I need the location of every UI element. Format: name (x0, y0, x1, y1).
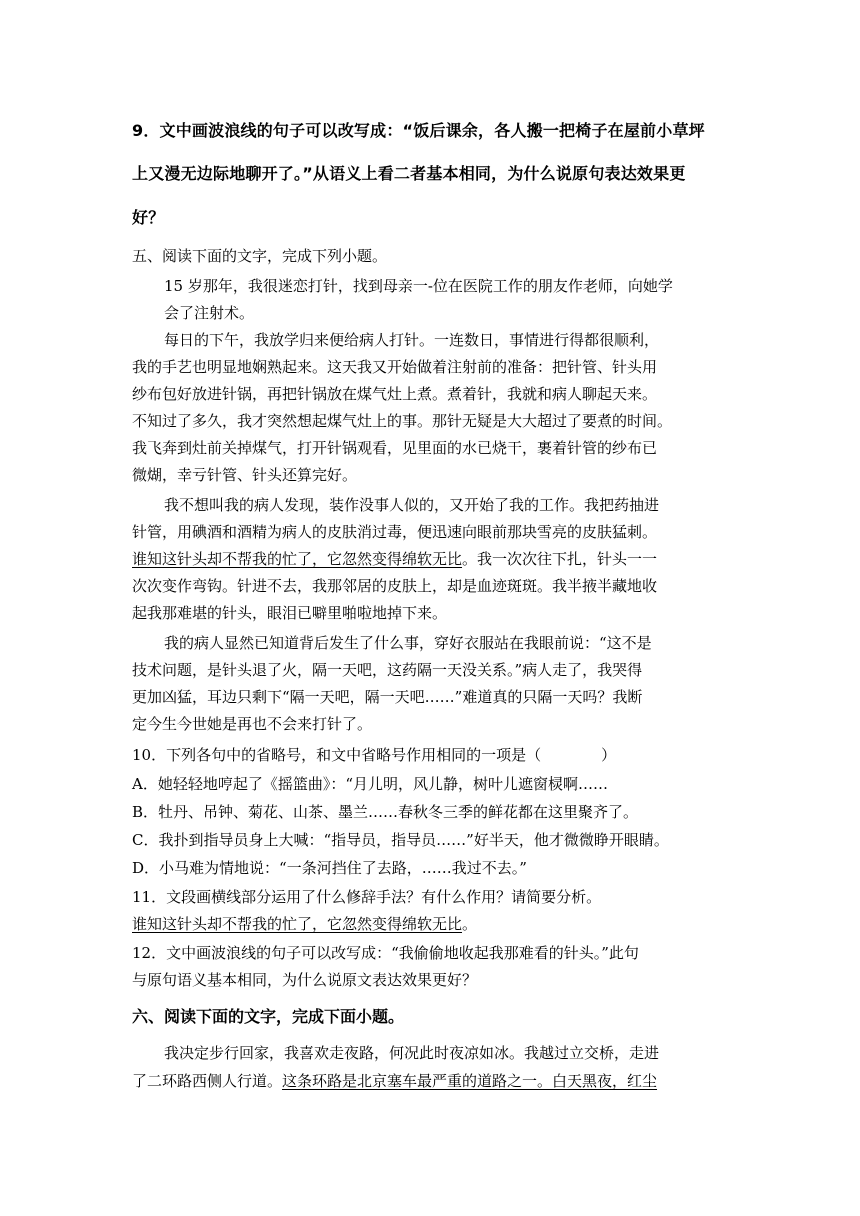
passage-5-p2-line-2: 我的手艺也明显地娴熟起来。这天我又开始做着注射前的准备：把针管、针头用 (132, 358, 658, 376)
question-10-option-c: C．我扑到指导员身上大喊：“指导员，指导员……”好半天，他才微微睁开眼睛。 (132, 831, 669, 849)
passage-5-p3-line-1: 我不想叫我的病人发现，装作没事人似的，又开始了我的工作。我把药抽进 (164, 496, 660, 514)
passage-5-p4-line-4: 定今生今世她是再也不会来打针了。 (132, 715, 373, 733)
passage-5-p4-line-2: 技术问题，是针头退了火，隔一天吧，这药隔一天没关系。”病人走了，我哭得 (132, 661, 643, 679)
passage-5-p2-line-3: 纱布包好放进针锅，再把针锅放在煤气灶上煮。煮着针，我就和病人聊起天来。 (132, 385, 658, 403)
section-5-heading: 五、阅读下面的文字，完成下列小题。 (132, 247, 388, 265)
question-12-line-2: 与原句语义基本相同，为什么说原文表达效果更好？ (132, 971, 478, 989)
question-10-option-b: B．牡丹、吊钟、菊花、山茶、墨兰……春秋冬三季的鲜花都在这里聚齐了。 (132, 803, 639, 821)
question-9-line-3: 好？ (132, 208, 165, 227)
passage-5-p4-line-3: 更加凶猛，耳边只剩下“隔一天吧，隔一天吧……”难道真的只隔一天吗？我断 (132, 688, 643, 706)
passage-5-p3-line-3 (132, 548, 732, 569)
section-6-heading: 六、阅读下面的文字，完成下面小题。 (132, 1007, 405, 1026)
passage-6-underlined-sentence: 这条环路是北京塞车最严重的道路之一。白天黑夜，红尘 (282, 1072, 658, 1090)
passage-5-p2-line-5: 我飞奔到灶前关掉煤气，打开针锅观看，见里面的水已烧干，裹着针管的纱布已 (132, 439, 658, 457)
passage-5-p1-line-1: 15 岁那年，我很迷恋打针，找到母亲一-位在医院工作的朋友作老师，向她学 (164, 277, 673, 295)
question-11-quote-end: 。 (462, 915, 478, 933)
passage-5-p4-line-1: 我的病人显然已知道背后发生了什么事，穿好衣服站在我眼前说：“这不是 (164, 634, 652, 652)
passage-5-p2-line-6: 微煳，幸亏针管、针头还算完好。 (132, 466, 358, 484)
question-10-stem: 10．下列各句中的省略号，和文中省略号作用相同的一项是（ ） (132, 746, 617, 764)
passage-5-p2-line-4: 不知过了多久，我才突然想起煤气灶上的事。那针无疑是大大超过了要煮的时间。 (132, 412, 673, 430)
passage-6-p1-line-2 (132, 1070, 732, 1091)
passage-6-p1-line-2-start: 了二环路西侧人行道。 (132, 1072, 283, 1090)
question-11-quote (132, 913, 732, 934)
underlined-sentence: 谁知这针头却不帮我的忙了，它忽然变得绵软无比 (132, 550, 463, 568)
passage-6-p1-line-1: 我决定步行回家，我喜欢走夜路，何况此时夜凉如冰。我越过立交桥，走进 (164, 1044, 660, 1062)
question-10-option-a: A．她轻轻地哼起了《摇篮曲》：“月儿明，风儿静，树叶儿遮窗棂啊…… (132, 775, 609, 793)
passage-5-p3-line-2: 针管，用碘酒和酒精为病人的皮肤消过毒，便迅速向眼前那块雪亮的皮肤猛刺。 (132, 523, 658, 541)
question-11-underlined-quote: 谁知这针头却不帮我的忙了，它忽然变得绵软无比 (132, 915, 463, 933)
question-12-line-1: 12．文中画波浪线的句子可以改写成：“我偷偷地收起我那难看的针头。”此句 (132, 944, 639, 962)
passage-5-p3-line-5: 起我那难堪的针头，眼泪已噼里啪啦地掉下来。 (132, 604, 448, 622)
question-10-option-d: D．小马难为情地说：“一条河挡住了去路，……我过不去。” (132, 859, 527, 877)
passage-5-p2-line-1: 每日的下午，我放学归来便给病人打针。一连数日，事情进行得都很顺利， (164, 331, 660, 349)
question-9-line-2: 上又漫无边际地聊开了。”从语义上看二者基本相同，为什么说原句表达效果更 (132, 164, 686, 183)
passage-5-p3-line-3-rest: 。我一次次往下扎，针头一一 (462, 550, 658, 568)
question-11-stem: 11．文段画横线部分运用了什么修辞手法？有什么作用？请简要分析。 (132, 888, 602, 906)
passage-5-p1-line-2: 会了注射术。 (164, 304, 255, 322)
passage-5-p3-line-4: 次次变作弯钩。针进不去，我那邻居的皮肤上，却是血迹斑斑。我半掖半藏地收 (132, 577, 658, 595)
question-9-line-1: 9．文中画波浪线的句子可以改写成：“饭后课余，各人搬一把椅子在屋前小草坪 (132, 121, 705, 140)
